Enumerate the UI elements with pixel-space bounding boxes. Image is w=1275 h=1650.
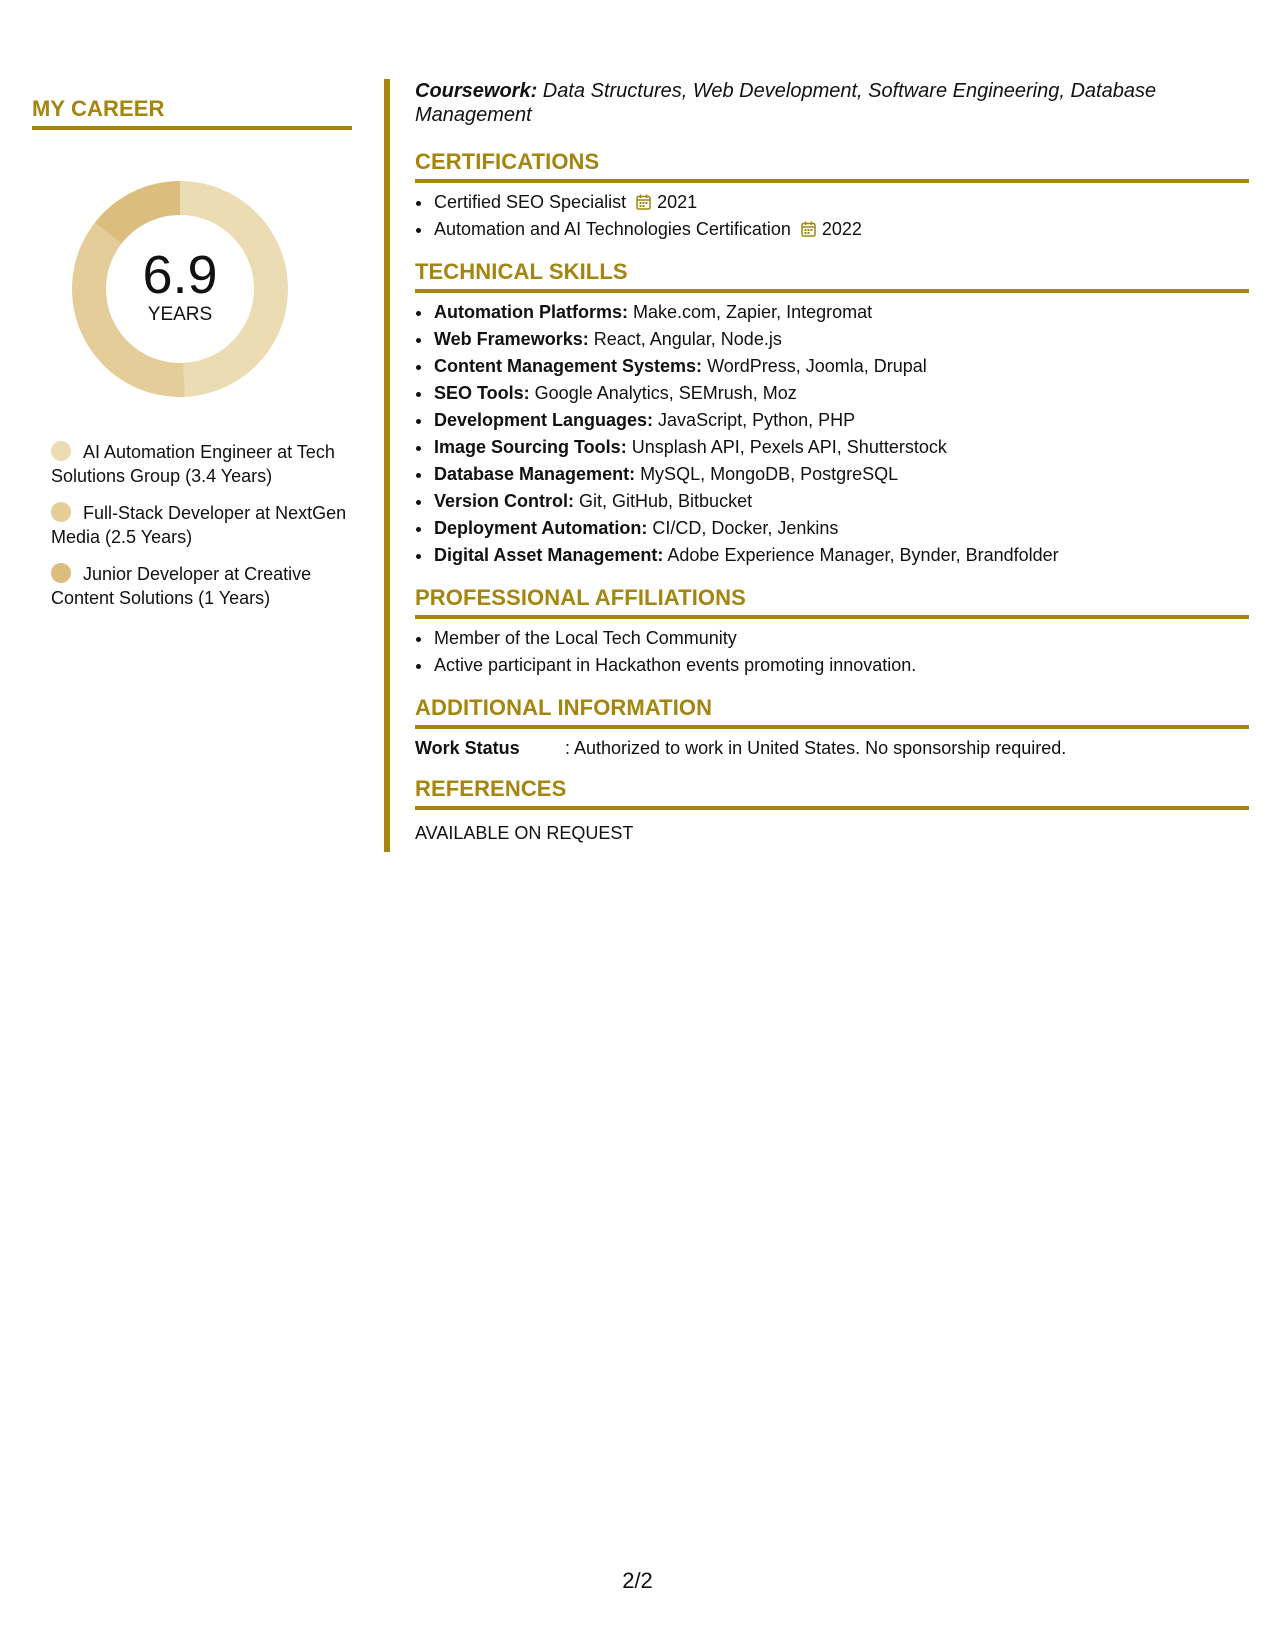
skill-value: MySQL, MongoDB, PostgreSQL: [635, 464, 899, 484]
skill-label: Image Sourcing Tools:: [434, 437, 627, 457]
references-text: AVAILABLE ON REQUEST: [415, 823, 634, 843]
legend-dot: [51, 502, 71, 522]
affiliation-item: • Active participant in Hackathon events promoting innovation.: [433, 652, 1249, 679]
career-total-unit: YEARS: [147, 304, 213, 325]
career-column: [32, 96, 352, 623]
skill-item: [433, 542, 1249, 569]
certifications-section: [415, 149, 1249, 243]
technical-skills-list: [415, 299, 1249, 569]
work-status-label: Work Status: [415, 738, 520, 758]
skill-item: [433, 380, 1249, 407]
legend-item: [51, 501, 352, 549]
legend-label: Junior Developer at Creative Content Solutions (1 Years): [51, 564, 312, 608]
skill-item: [433, 488, 1249, 515]
work-status-row: [415, 735, 1249, 762]
skill-label: Digital Asset Management:: [434, 545, 664, 565]
skill-item: [433, 407, 1249, 434]
legend-item: [51, 440, 352, 488]
skill-label: Version Control:: [434, 491, 575, 511]
page-number: 2/2: [622, 1568, 653, 1593]
legend-dot: [51, 441, 71, 461]
skill-label: Deployment Automation:: [434, 518, 648, 538]
skill-item: [433, 461, 1249, 488]
additional-info-title: ADDITIONAL INFORMATION: [415, 695, 1249, 729]
skill-item: [433, 515, 1249, 542]
skill-label: Automation Platforms:: [434, 302, 629, 322]
skill-label: Content Management Systems:: [434, 356, 703, 376]
skill-value: Adobe Experience Manager, Bynder, Brandfolder: [663, 545, 1059, 565]
affiliations-section: [415, 585, 1249, 679]
career-title: MY CAREER: [32, 96, 352, 130]
affiliation-item: • Member of the Local Tech Community: [433, 625, 1249, 652]
certifications-list: [415, 189, 1249, 243]
legend-label: AI Automation Engineer at Tech Solutions Group (3.4 Years): [51, 442, 335, 486]
skill-label: SEO Tools:: [434, 383, 530, 403]
certification-name: Certified SEO Specialist: [434, 192, 627, 212]
certification-name: Automation and AI Technologies Certification: [434, 219, 791, 239]
calendar-icon: [636, 194, 651, 210]
column-divider: [384, 79, 390, 852]
skill-value: CI/CD, Docker, Jenkins: [647, 518, 839, 538]
coursework: [415, 79, 1249, 127]
references-title: REFERENCES: [415, 776, 1249, 810]
certification-year: 2022: [821, 219, 862, 239]
technical-skills-section: [415, 259, 1249, 569]
legend-item: [51, 562, 352, 610]
skill-value: Make.com, Zapier, Integromat: [628, 302, 873, 322]
skill-value: WordPress, Joomla, Drupal: [702, 356, 927, 376]
certification-year: 2021: [657, 192, 698, 212]
legend-dot: [51, 563, 71, 583]
skill-value: JavaScript, Python, PHP: [653, 410, 856, 430]
skill-item: [433, 353, 1249, 380]
calendar-icon: [801, 221, 816, 237]
career-donut-chart: [65, 174, 295, 404]
coursework-text: Data Structures, Web Development, Software Engineering, Database Management: [415, 80, 1157, 126]
certifications-title: CERTIFICATIONS: [415, 149, 1249, 183]
certification-item: [433, 189, 1249, 216]
skill-label: Web Frameworks:: [434, 329, 589, 349]
skill-label: Database Management:: [434, 464, 636, 484]
legend-label: Full-Stack Developer at NextGen Media (2.5 Years): [51, 503, 347, 547]
skill-item: [433, 299, 1249, 326]
skill-value: Google Analytics, SEMrush, Moz: [529, 383, 797, 403]
career-legend: [51, 440, 352, 610]
main-column: [415, 79, 1249, 847]
references-section: [415, 776, 1249, 847]
skill-label: Development Languages:: [434, 410, 654, 430]
work-status-value: : Authorized to work in United States. No sponsorship required.: [565, 738, 1067, 758]
skill-value: Unsplash API, Pexels API, Shutterstock: [626, 437, 947, 457]
donut-center: [65, 174, 295, 404]
skill-item: [433, 326, 1249, 353]
skill-item: [433, 434, 1249, 461]
career-total-years: 6.9: [142, 245, 218, 305]
affiliations-list: [415, 625, 1249, 679]
certification-item: [433, 216, 1249, 243]
affiliations-title: PROFESSIONAL AFFILIATIONS: [415, 585, 1249, 619]
skill-value: React, Angular, Node.js: [588, 329, 782, 349]
coursework-label: Coursework:: [415, 80, 538, 102]
additional-info-section: [415, 695, 1249, 762]
skill-value: Git, GitHub, Bitbucket: [574, 491, 753, 511]
technical-skills-title: TECHNICAL SKILLS: [415, 259, 1249, 293]
